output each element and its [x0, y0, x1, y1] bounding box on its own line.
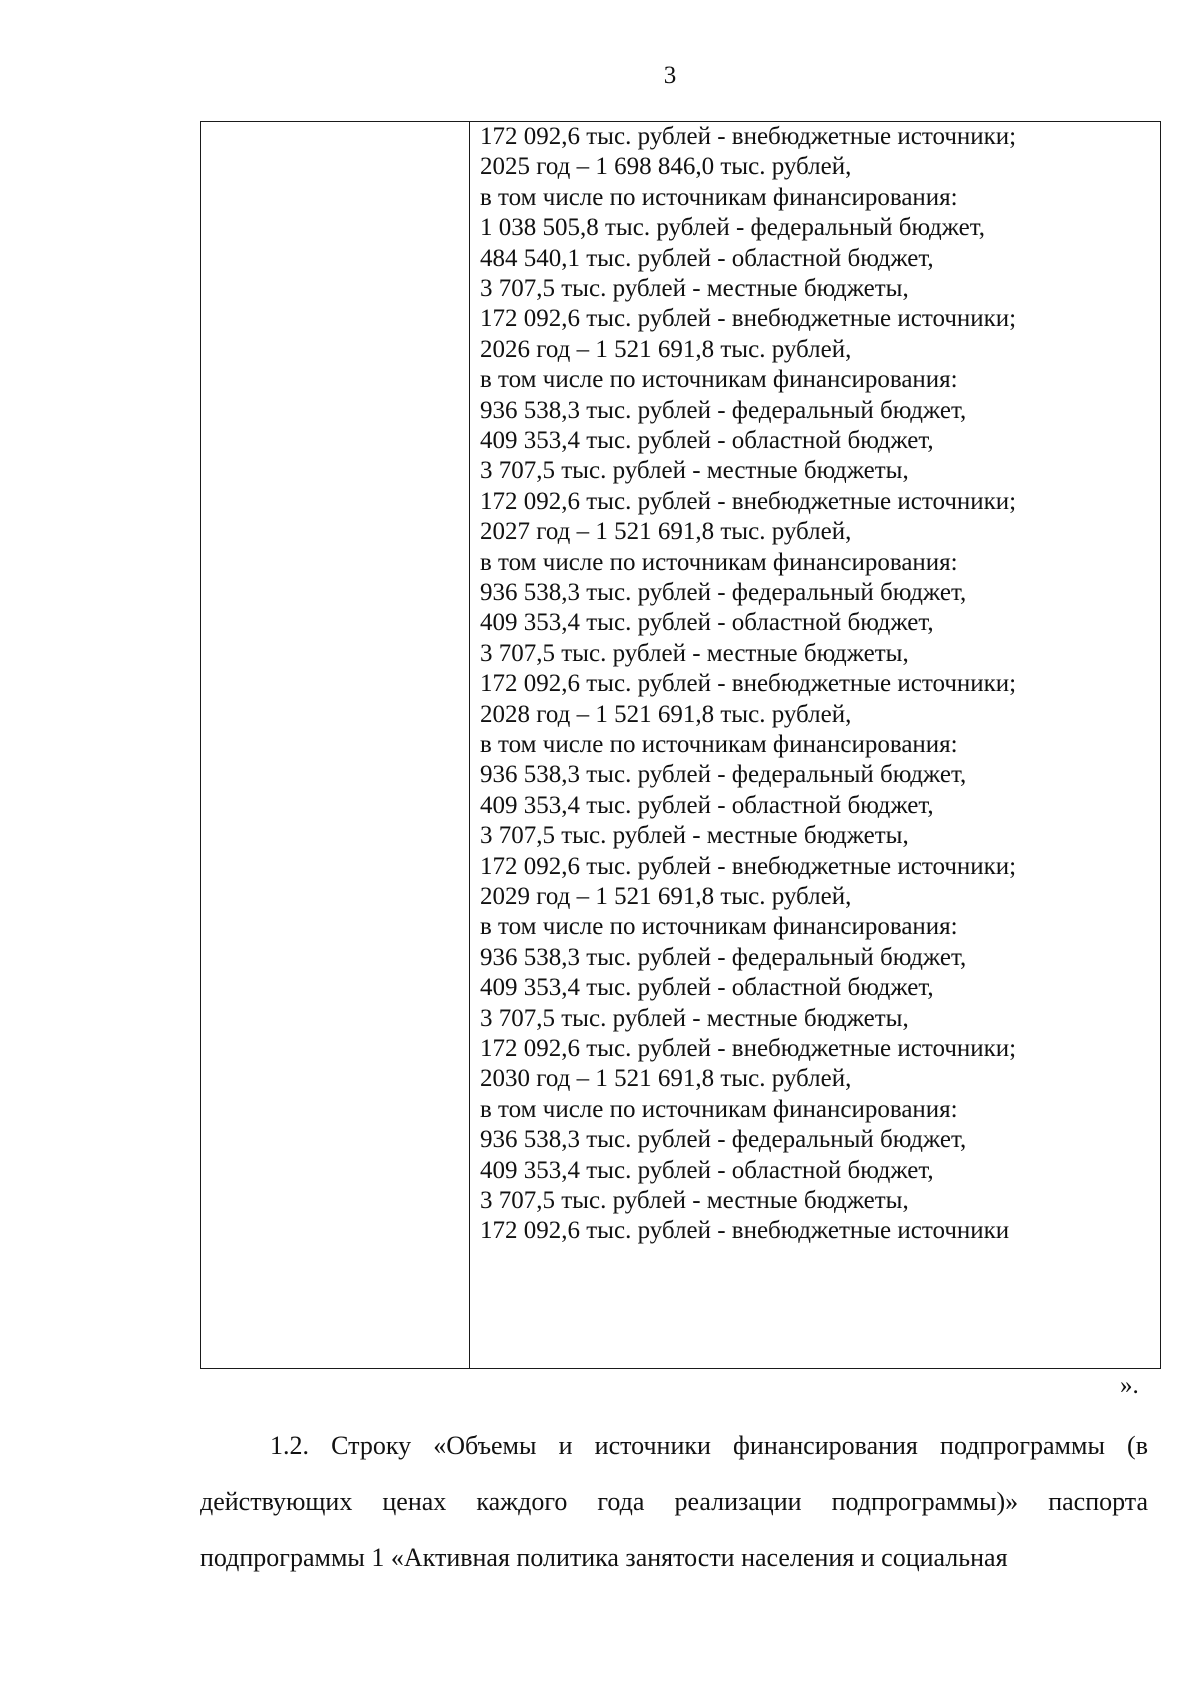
- table-line: 172 092,6 тыс. рублей - внебюджетные источники;: [480, 123, 1017, 150]
- table-line: 3 707,5 тыс. рублей - местные бюджеты,: [480, 639, 909, 667]
- page-number: 3: [663, 62, 677, 89]
- table-line: 409 353,4 тыс. рублей - областной бюджет,: [480, 974, 934, 1002]
- table-line: 409 353,4 тыс. рублей - областной бюджет,: [480, 791, 934, 819]
- table-line: в том числе по источникам финансирования:: [480, 731, 958, 758]
- table-line: 3 707,5 тыс. рублей - местные бюджеты,: [480, 1004, 909, 1032]
- table-line: 172 092,6 тыс. рублей - внебюджетные источники;: [480, 670, 1017, 698]
- table-line: 2030 год – 1 521 691,8 тыс. рублей,: [480, 1065, 852, 1093]
- table-line: 3 707,5 тыс. рублей - местные бюджеты,: [480, 457, 909, 485]
- table-line: 172 092,6 тыс. рублей - внебюджетные источники;: [480, 1035, 1017, 1062]
- table-line: 484 540,1 тыс. рублей - областной бюджет,: [480, 244, 934, 272]
- table-line: 2026 год – 1 521 691,8 тыс. рублей,: [480, 335, 852, 363]
- table-line: в том числе по источникам финансирования:: [480, 548, 958, 576]
- table-line: в том числе по источникам финансирования:: [480, 183, 958, 211]
- table-line: в том числе по источникам финансирования:: [480, 1095, 958, 1123]
- table-line: 936 538,3 тыс. рублей - федеральный бюджет,: [480, 943, 967, 971]
- table-line: 2025 год – 1 698 846,0 тыс. рублей,: [480, 153, 852, 181]
- table-line: 172 092,6 тыс. рублей - внебюджетные источники;: [480, 305, 1017, 333]
- table-line: 2029 год – 1 521 691,8 тыс. рублей,: [480, 883, 852, 910]
- table-left-cell: [201, 122, 470, 1368]
- table-line: 3 707,5 тыс. рублей - местные бюджеты,: [480, 822, 909, 850]
- table-right-cell: [480, 122, 1155, 1368]
- table-line: в том числе по источникам финансирования:: [480, 366, 958, 394]
- body-paragraph: 1.2. Строку «Объемы и источники финансирования подпрограммы (в действующих ценах каждого года реализации подпрограммы)» паспорта подпрограммы 1 «Активная политика занятости населения и социальная: [200, 1431, 1148, 1572]
- table-line: 2028 год – 1 521 691,8 тыс. рублей,: [480, 700, 852, 728]
- table-line: 409 353,4 тыс. рублей - областной бюджет,: [480, 1156, 934, 1184]
- financing-table: [200, 121, 1161, 1369]
- closing-quote: ».: [1120, 1372, 1139, 1399]
- table-line: 936 538,3 тыс. рублей - федеральный бюджет,: [480, 761, 967, 789]
- table-line: в том числе по источникам финансирования:: [480, 913, 958, 941]
- table-line: 3 707,5 тыс. рублей - местные бюджеты,: [480, 275, 909, 302]
- table-line: 936 538,3 тыс. рублей - федеральный бюджет,: [480, 396, 967, 424]
- table-line: 2027 год – 1 521 691,8 тыс. рублей,: [480, 518, 852, 546]
- table-line: 1 038 505,8 тыс. рублей - федеральный бюджет,: [480, 214, 985, 242]
- table-line: 3 707,5 тыс. рублей - местные бюджеты,: [480, 1187, 909, 1214]
- table-line: 409 353,4 тыс. рублей - областной бюджет,: [480, 427, 934, 454]
- table-line: 936 538,3 тыс. рублей - федеральный бюджет,: [480, 579, 967, 606]
- table-line: 172 092,6 тыс. рублей - внебюджетные источники;: [480, 852, 1017, 880]
- table-line: 172 092,6 тыс. рублей - внебюджетные источники: [480, 1217, 1010, 1245]
- table-line: 409 353,4 тыс. рублей - областной бюджет,: [480, 609, 934, 637]
- table-line: 936 538,3 тыс. рублей - федеральный бюджет,: [480, 1126, 967, 1154]
- table-line: 172 092,6 тыс. рублей - внебюджетные источники;: [480, 487, 1017, 515]
